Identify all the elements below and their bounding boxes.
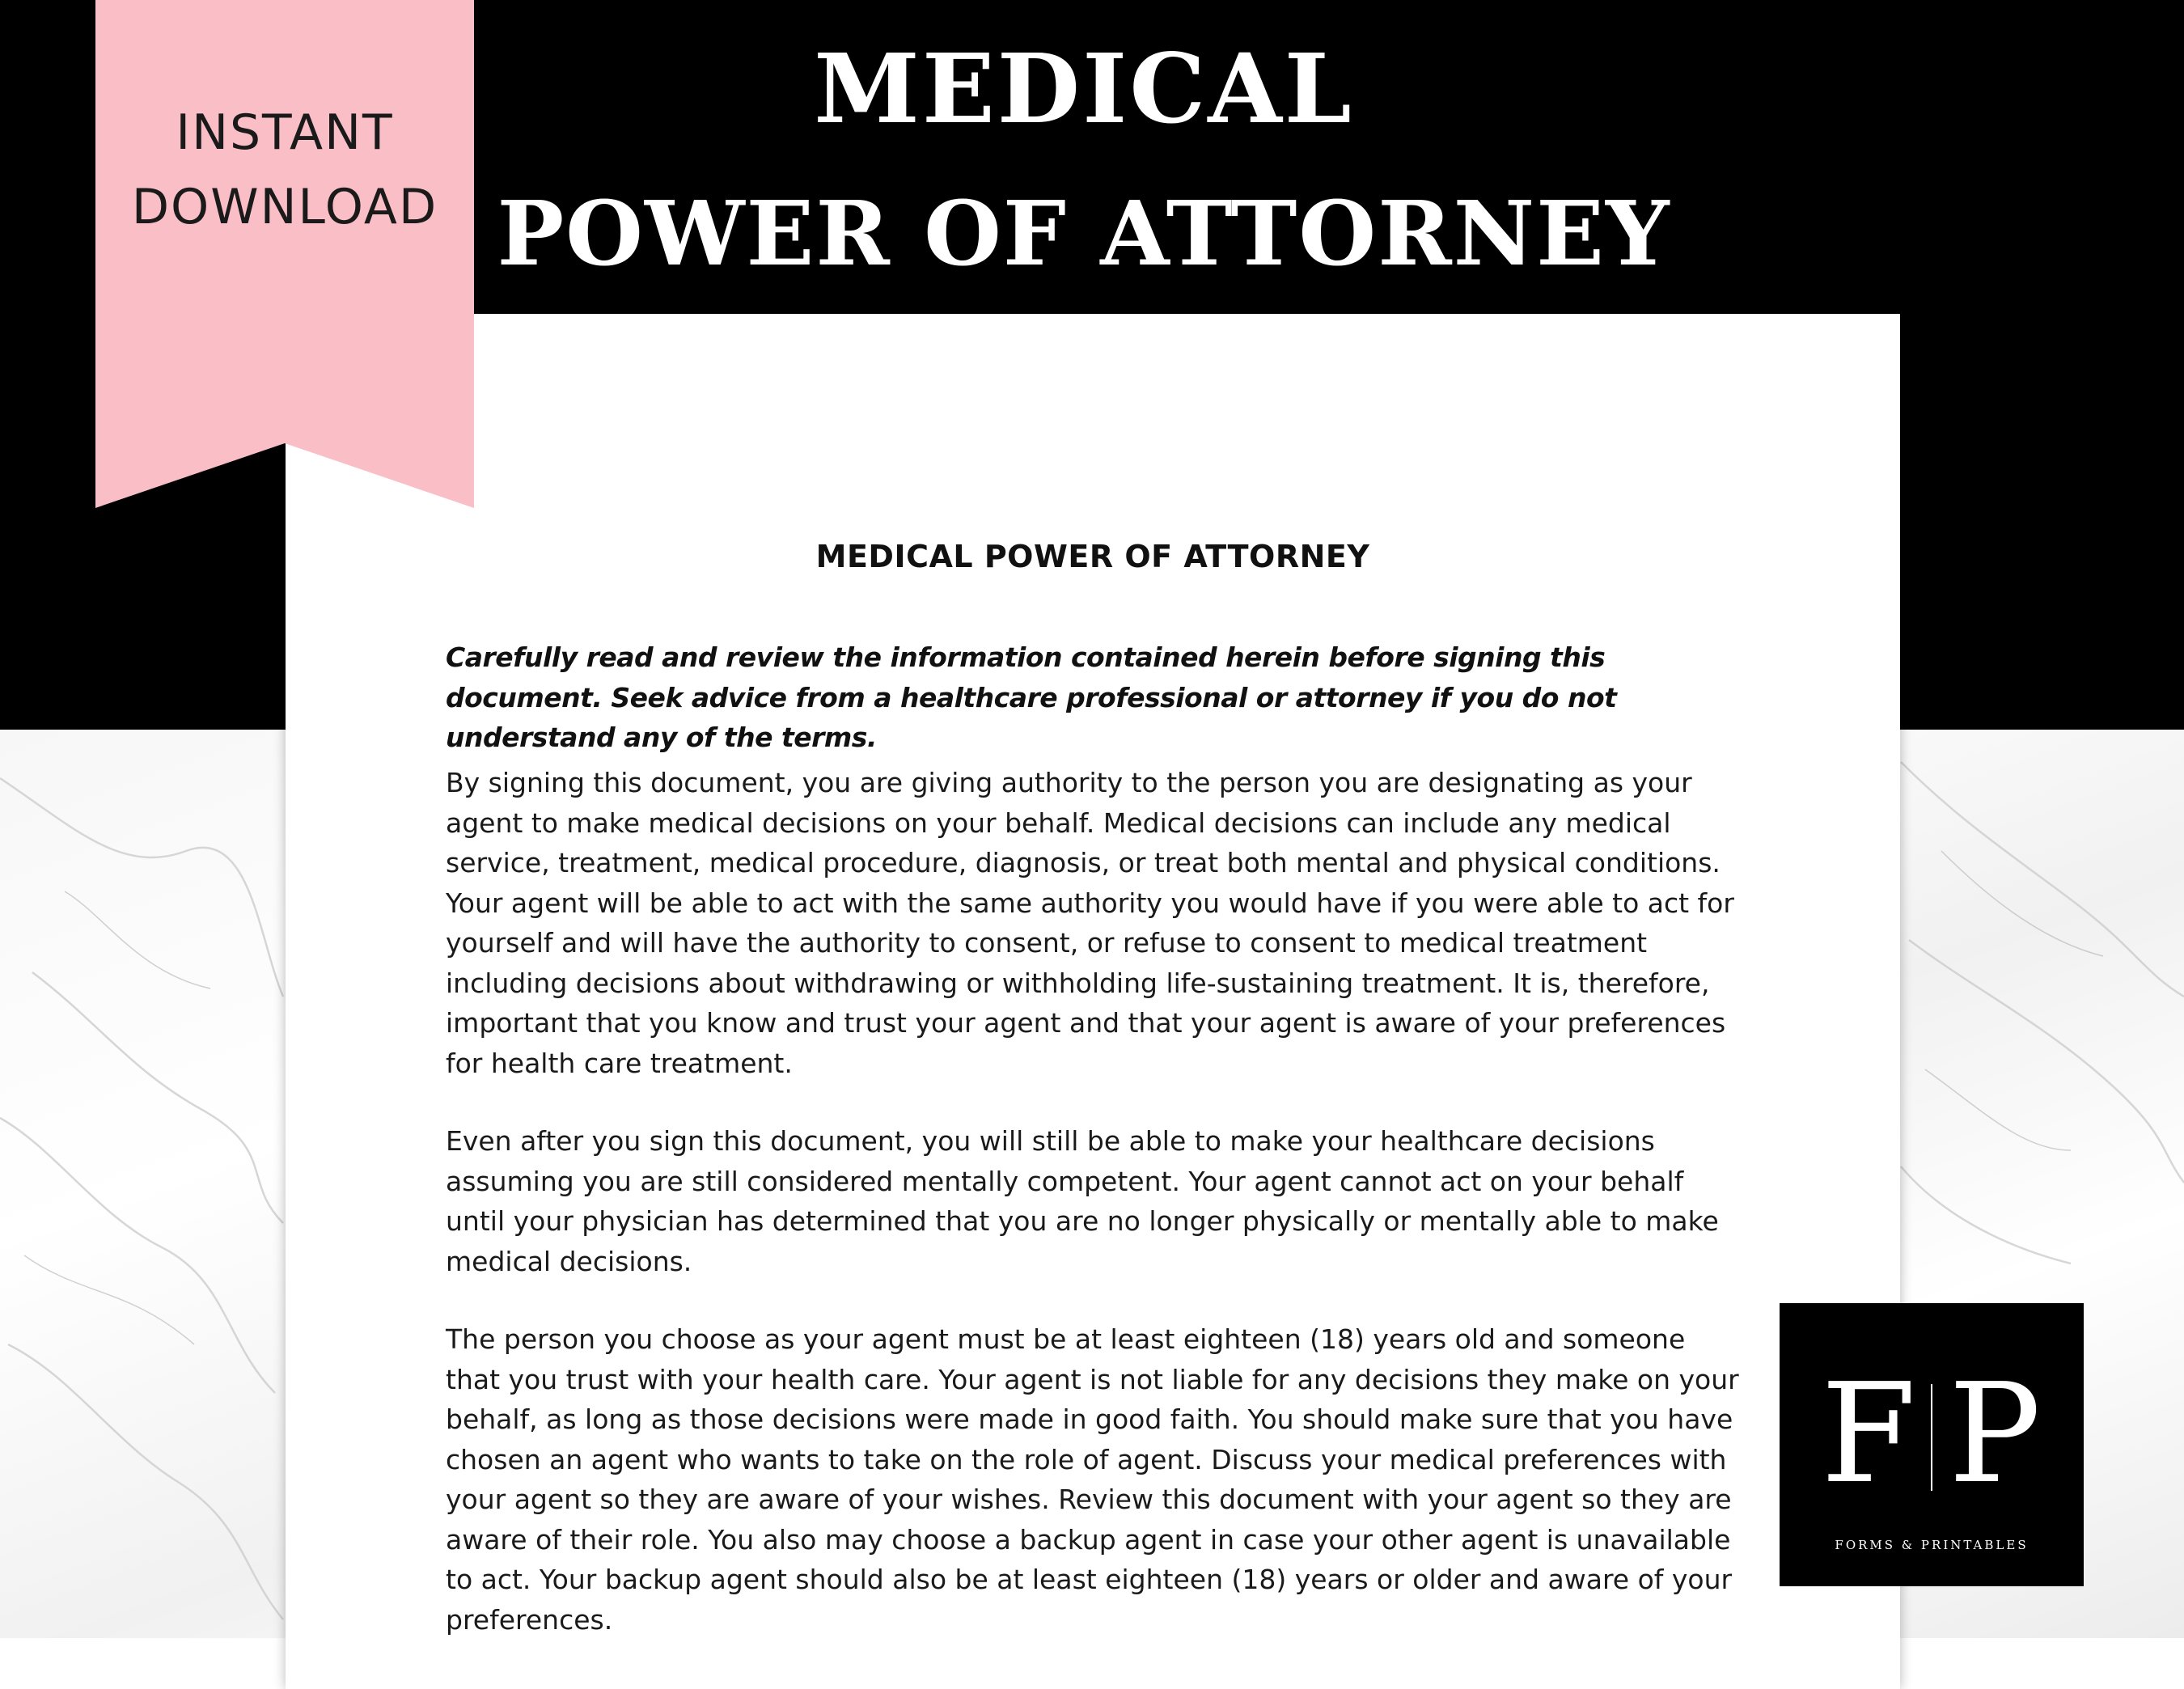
ribbon-shape — [95, 0, 474, 508]
ribbon-line-instant: INSTANT — [176, 104, 394, 161]
document-preview — [286, 314, 1900, 1689]
logo-monogram — [1780, 1354, 2084, 1514]
document-paragraph: The person you choose as your agent must be at least eighteen (18) years old and someone that you trust with your health care. Your agent is not liable for any decisions they make on your behalf, as long as those decisions were made in good faith. You should make sure that you have chosen an agent who wants to take on the role of agent. Discuss your medical preferences with your agent so they are aware of your wishes. Review this document with your agent so they are aware of their role. You also may choose a backup agent in case your other agent is unavailable to act. Your backup agent should also be at least eighteen (18) years or older and aware of your preferences. — [446, 1323, 1739, 1636]
title-line-medical: MEDICAL — [814, 32, 1354, 145]
document-intro: Carefully read and review the information contained herein before signing this document. Seek advice from a healthcare professional or attorney if you do not understand any of the terms. — [446, 641, 1617, 753]
document-paragraph: By signing this document, you are giving authority to the person you are designating as your agent to make medical decisions on your behalf. Medical decisions can include any medical service, treatment, medical procedure, diagnosis, or treat both mental and physical conditions. Your agent will be able to act with the same authority you would have if you were able to act for yourself and will have the authority to consent, or refuse to consent to medical treatment including decisions about withdrawing or withholding life-sustaining treatment. It is, therefore, important that you know and trust your agent and that your agent is aware of your preferences for health care treatment. — [446, 767, 1734, 1079]
main-title — [469, 32, 1699, 286]
ribbon-label — [95, 95, 474, 244]
ribbon-line-download: DOWNLOAD — [131, 179, 438, 235]
logo-divider — [1931, 1384, 1932, 1491]
logo-letter-p: P — [1948, 1354, 2042, 1514]
forms-printables-logo — [1780, 1303, 2084, 1586]
title-line-power-of-attorney: POWER OF ATTORNEY — [497, 181, 1671, 286]
logo-caption: FORMS & PRINTABLES — [1835, 1538, 2029, 1552]
instant-download-ribbon — [95, 0, 474, 508]
document-paragraph: Even after you sign this document, you will still be able to make your healthcare decisions assuming you are still considered mentally competent. Your agent cannot act on your behalf until your physician has determined that you are no longer physically or mentally able to make medical decisions. — [446, 1125, 1719, 1277]
document-title: MEDICAL POWER OF ATTORNEY — [815, 539, 1370, 574]
logo-letter-f: F — [1821, 1354, 1916, 1514]
